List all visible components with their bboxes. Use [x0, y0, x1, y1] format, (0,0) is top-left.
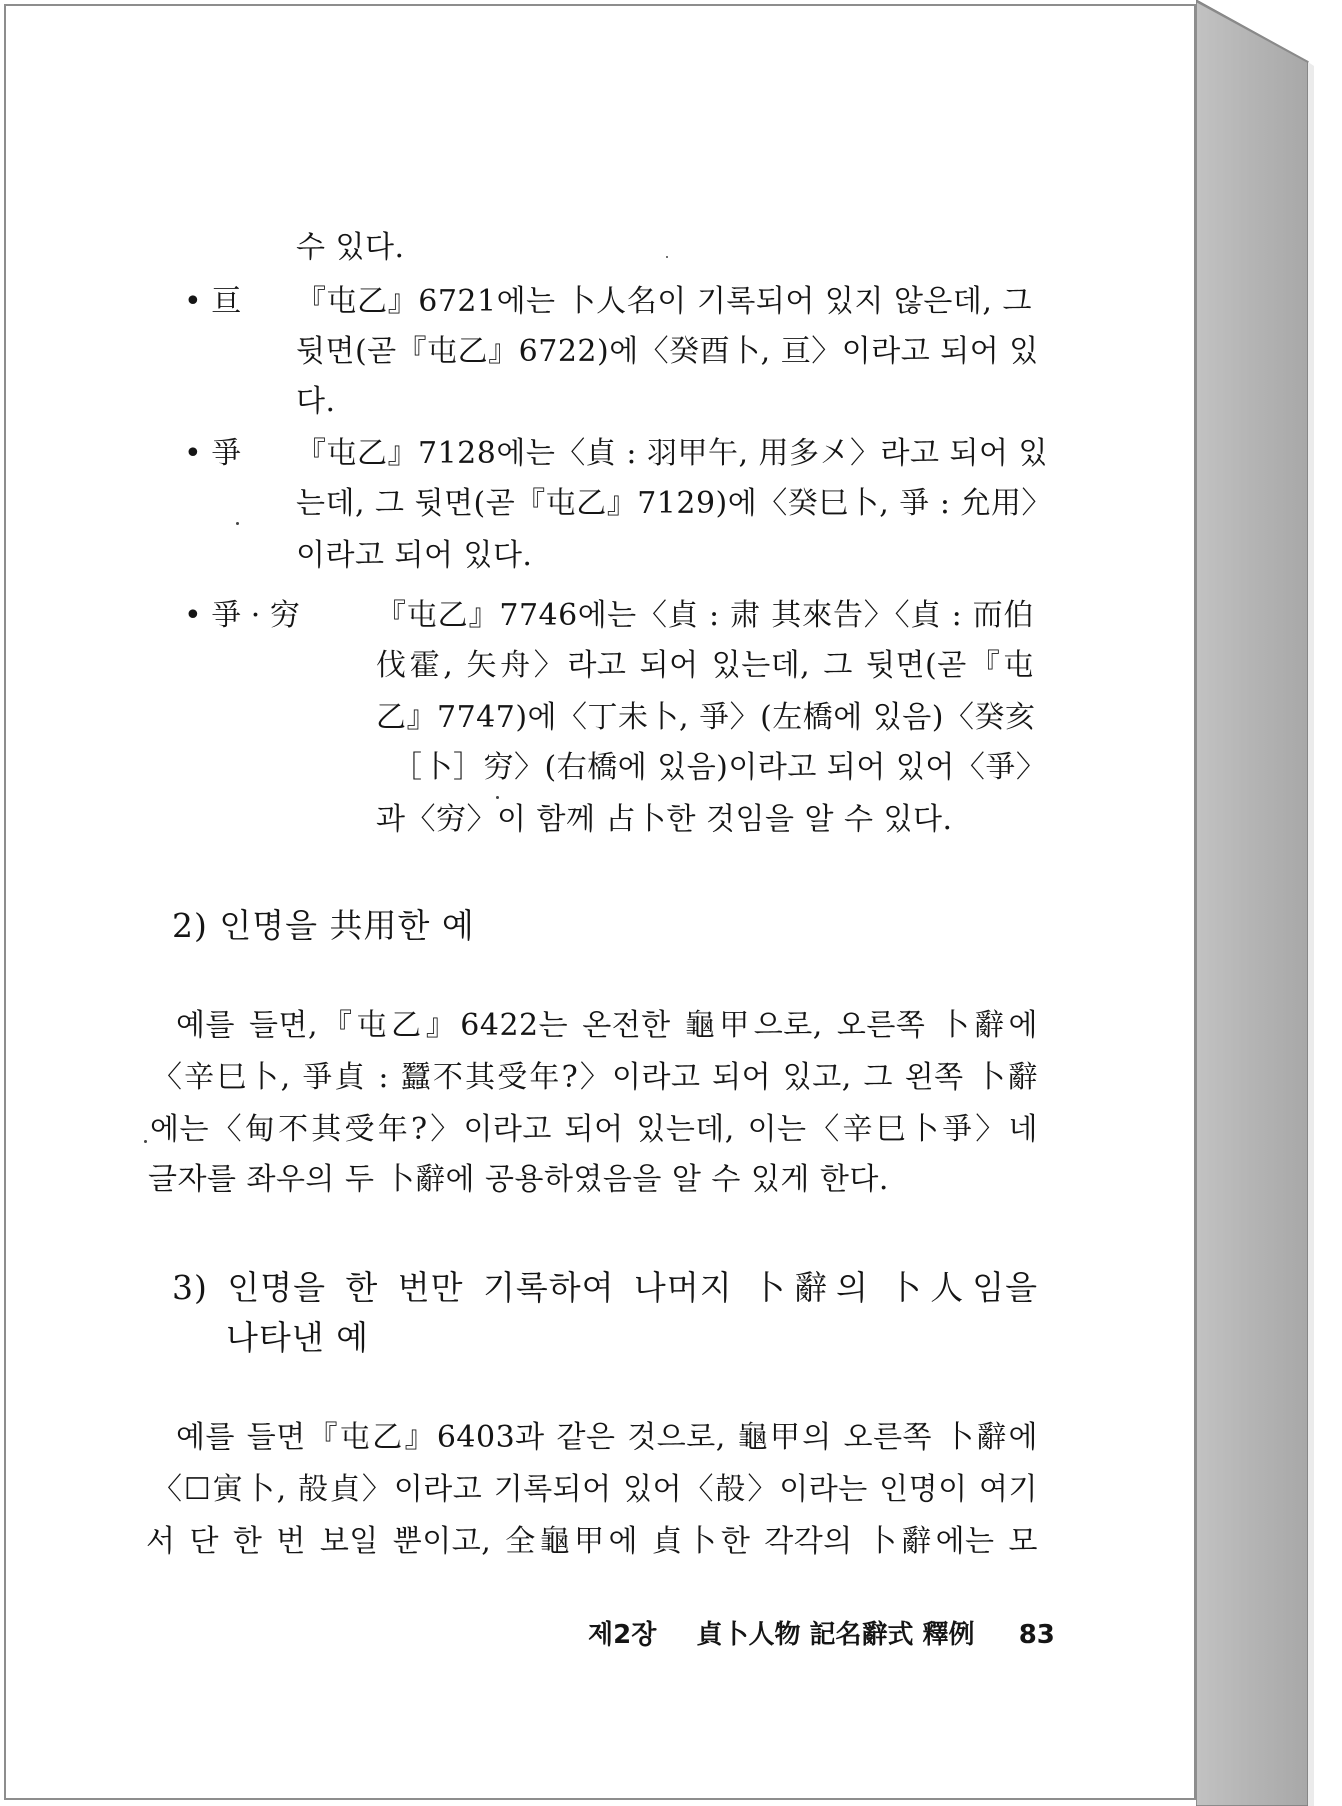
section-heading: 2) 인명을 共用한 예 — [172, 906, 475, 945]
text-line: 과〈穷〉이 함께 占卜한 것임을 알 수 있다. — [376, 802, 953, 837]
text-line: 다. — [296, 384, 336, 419]
scan-speck — [236, 522, 239, 525]
scan-speck — [496, 796, 499, 799]
bullet-label-zheng: • 爭 — [184, 436, 242, 471]
bullet-label-xuan: • 亘 — [184, 284, 242, 319]
text-line: 『屯乙』6721에는 卜人名이 기록되어 있지 않은데, 그 — [296, 284, 1032, 319]
scan-speck — [666, 256, 668, 258]
text-line: 『屯乙』7128에는〈貞 : 羽甲午, 用多㐅〉라고 되어 있 — [296, 436, 1049, 471]
text-line: 는데, 그 뒷면(곧『屯乙』7129)에〈癸巳卜, 爭 : 允用〉 — [296, 486, 1052, 521]
bullet-label-zheng-bin: • 爭 · 穷 — [184, 598, 300, 633]
text-line: 글자를 좌우의 두 卜辭에 공용하였음을 알 수 있게 한다. — [148, 1162, 889, 1197]
text-line: 乙』7747)에〈丁未卜, 爭〉(左橋에 있음)〈癸亥 — [376, 700, 1036, 735]
text-line: 이라고 되어 있다. — [296, 538, 533, 573]
text-line: 〈辛巳卜, 爭貞 : 蠶不其受年?〉이라고 되어 있고, 그 왼쪽 卜辭 — [152, 1060, 1038, 1095]
book-edge — [1196, 0, 1342, 1806]
text-line: 예를 들면『屯乙』6403과 같은 것으로, 龜甲의 오른쪽 卜辭에 — [176, 1420, 1038, 1455]
section-heading-continued: 나타낸 예 — [226, 1318, 370, 1357]
text-line: 에는〈甸不其受年?〉이라고 되어 있는데, 이는〈辛巳卜爭〉네 — [150, 1112, 1038, 1147]
section-heading: 3) 인명을 한 번만 기록하여 나머지 卜辭의 卜人임을 — [172, 1268, 1038, 1307]
text-line: 〈☐寅卜, 㱿貞〉이라고 기록되어 있어〈㱿〉이라는 인명이 여기 — [152, 1472, 1038, 1507]
text-line: 서 단 한 번 보일 뿐이고, 全龜甲에 貞卜한 각각의 卜辭에는 모 — [146, 1524, 1038, 1559]
text-line: 『屯乙』7746에는〈貞 : 肃 其來告〉〈貞 : 而伯 — [376, 598, 1034, 633]
running-footer — [588, 1618, 1055, 1652]
text-line: 伐霍, 矢舟〉라고 되어 있는데, 그 뒷면(곧『屯 — [376, 648, 1034, 683]
scan-speck — [144, 1140, 147, 1143]
text-line: 수 있다. — [296, 230, 405, 265]
text-line: 예를 들면,『屯乙』6422는 온전한 龜甲으로, 오른쪽 卜辭에 — [176, 1008, 1038, 1043]
footer-title: 貞卜人物 記名辭式 釋例 — [696, 1620, 975, 1650]
text-line: 뒷면(곧『屯乙』6722)에〈癸酉卜, 亘〉이라고 되어 있 — [296, 334, 1039, 369]
footer-chapter: 제2장 — [588, 1620, 657, 1650]
page-number: 83 — [1018, 1620, 1055, 1650]
text-line: ［卜］穷〉(右橋에 있음)이라고 되어 있어〈爭〉 — [392, 750, 1047, 785]
